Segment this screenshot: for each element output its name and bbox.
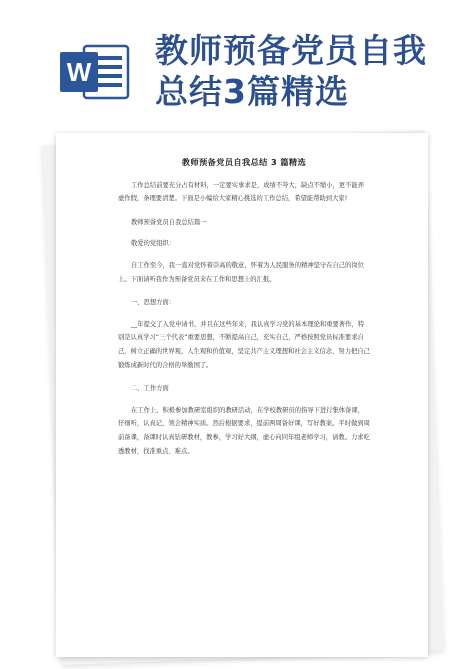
word-icon	[58, 44, 130, 100]
document-paragraph: 工作总结前要充分占有材料，一定要实事求是，成绩不夸大，缺点不缩小，更不能弄虚作假，条理要清楚。下面是小编给大家精心挑选的工作总结，希望能帮助到大家!	[118, 181, 364, 203]
document-paragraph: 一、思想方面：	[131, 299, 176, 307]
document-paragraph: 二、工作方面	[131, 385, 169, 393]
document-title: 教师预备党员自我总结 3 篇精选	[181, 157, 307, 167]
document-paragraph: 教师预备党员自我总结篇一	[131, 218, 207, 226]
word-icon-letter: W	[66, 57, 92, 87]
page-title-line-2: 总结3篇精选	[155, 72, 349, 111]
page-title-line-1: 教师预备党员自我	[155, 31, 427, 70]
header-banner	[0, 0, 474, 122]
document-paragraph: __年提交了入党申请书，并且在这些年来，我认真学习党的基本理论和重要著作，特别是认真学习“三个代表”重要思想，不断提高自己，充实自己，严格按照党员标准要求自己，树立正确的世界观，人生观和价值观，坚定共产主义理想和社会主义信念，努力把自己锻炼成新时代的合格的举勤国了。	[118, 320, 370, 369]
document-paragraph: 在工作上，积极参加教研室组织的教研活动，在学校教研员的指导下进行集体备课，仔细听，认真记，领会精神实质。然后根据要求，提前两周备好课，写好教案。平时做到周前备课，备课时认真钻研教材，教参，学习好大纲，虚心向同年组老师学习，请教。力求吃透教材，找准重点、难点。	[118, 406, 370, 455]
document-page	[56, 133, 428, 657]
document-paragraph: 自工作至今，我一直对党怀着崇高的敬意，怀着为人民服务的精神坚守在自己的岗位上。下面请听我作为预备党员来在工作和思想上的汇报。	[118, 261, 364, 283]
page-title	[155, 30, 465, 112]
document-body	[118, 156, 370, 468]
document-paragraph: 敬爱的党组织：	[131, 240, 176, 248]
